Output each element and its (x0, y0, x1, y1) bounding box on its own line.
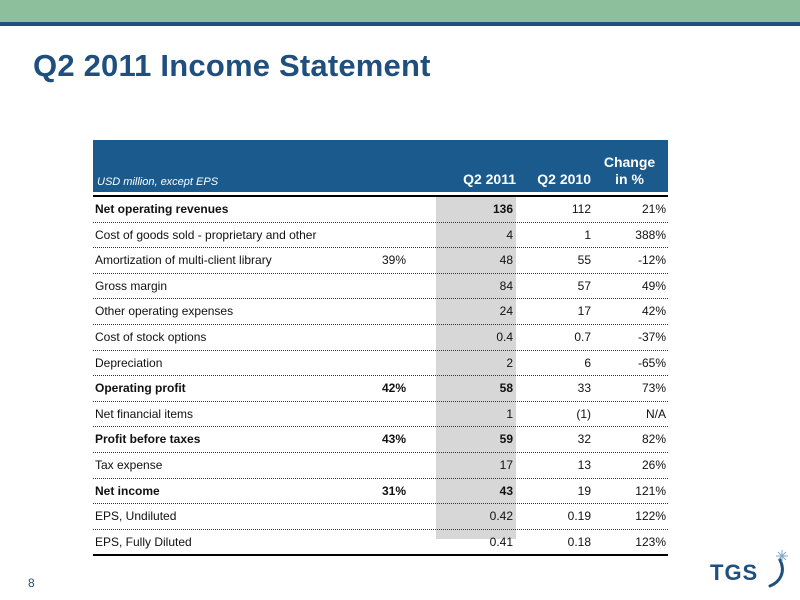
column-header-q2-2010: Q2 2010 (537, 171, 591, 187)
cell-q2-2011: 0.4 (496, 329, 513, 344)
cell-q2-2010: 19 (577, 483, 591, 498)
change-header-line2: in % (615, 171, 644, 187)
cell-q2-2010: 32 (577, 432, 591, 447)
table-row (93, 195, 668, 223)
cell-q2-2011: 17 (499, 457, 513, 472)
change-header-line1: Change (603, 154, 656, 170)
cell-q2-2010: 0.18 (567, 534, 591, 549)
row-label: Amortization of multi-client library (95, 253, 272, 268)
cell-q2-2011: 2 (506, 355, 513, 370)
cell-change: 42% (641, 304, 666, 319)
row-label: EPS, Undiluted (95, 509, 177, 524)
row-label: Profit before taxes (95, 432, 201, 447)
table-row (93, 402, 668, 428)
cell-q2-2010: 33 (577, 381, 591, 396)
cell-q2-2010: 0.19 (567, 509, 591, 524)
cell-change: 82% (641, 432, 666, 447)
cell-q2-2010: 1 (584, 227, 591, 242)
row-margin: 43% (381, 432, 406, 447)
row-label: Gross margin (95, 278, 168, 293)
table-row (93, 453, 668, 479)
cell-q2-2011: 1 (506, 406, 513, 421)
cell-change: 388% (635, 227, 666, 242)
table-row (93, 274, 668, 300)
row-label: Cost of stock options (95, 329, 207, 344)
cell-change: -65% (637, 355, 666, 370)
table-row (93, 376, 668, 402)
row-label: Other operating expenses (95, 304, 234, 319)
cell-change: 26% (641, 457, 666, 472)
cell-q2-2011: 24 (499, 304, 513, 319)
cell-q2-2011: 0.42 (489, 509, 513, 524)
cell-q2-2011: 84 (499, 278, 513, 293)
cell-q2-2010: 6 (584, 355, 591, 370)
row-margin: 42% (381, 381, 406, 396)
table-row (93, 427, 668, 453)
row-label: Tax expense (95, 457, 163, 472)
row-margin: 39% (381, 253, 406, 268)
row-label: Cost of goods sold - proprietary and other (95, 227, 317, 242)
cell-q2-2010: 57 (577, 278, 591, 293)
cell-change: 121% (635, 483, 666, 498)
table-row (93, 479, 668, 505)
page-number: 8 (28, 576, 35, 590)
page-title: Q2 2011 Income Statement (33, 48, 431, 83)
table-body (93, 195, 668, 556)
cell-change: 123% (635, 534, 666, 549)
row-label: Net income (95, 483, 160, 498)
cell-q2-2011: 43 (499, 483, 513, 498)
cell-q2-2011: 48 (499, 253, 513, 268)
cell-q2-2011: 136 (492, 202, 513, 216)
table-header (93, 140, 668, 192)
cell-change: 122% (635, 509, 666, 524)
row-label: Operating profit (95, 381, 186, 396)
cell-change: -37% (637, 329, 666, 344)
column-header-q2-2011: Q2 2011 (463, 171, 516, 187)
cell-q2-2011: 0.41 (489, 534, 513, 549)
table-row (93, 351, 668, 377)
row-label: EPS, Fully Diluted (95, 534, 192, 549)
tgs-logo (700, 548, 792, 592)
cell-q2-2010: 17 (577, 304, 591, 319)
table-row (93, 504, 668, 530)
cell-q2-2010: 55 (577, 253, 591, 268)
unit-label: USD million, except EPS (97, 176, 219, 188)
table-row (93, 530, 668, 557)
cell-q2-2010: (1) (576, 406, 591, 421)
cell-change: N/A (645, 406, 666, 421)
cell-q2-2011: 58 (499, 381, 513, 396)
table-row (93, 325, 668, 351)
table-row (93, 299, 668, 325)
cell-change: 21% (641, 202, 666, 216)
top-rule (0, 22, 800, 26)
cell-q2-2011: 4 (506, 227, 513, 242)
logo-text: TGS (710, 560, 759, 585)
cell-q2-2010: 0.7 (574, 329, 591, 344)
row-label: Depreciation (95, 355, 163, 370)
row-label: Net financial items (95, 406, 194, 421)
cell-change: 49% (641, 278, 666, 293)
income-statement-table (93, 140, 668, 556)
table-row (93, 223, 668, 249)
column-header-change (591, 154, 668, 188)
cell-q2-2010: 13 (577, 457, 591, 472)
row-margin: 31% (381, 483, 406, 498)
top-color-band (0, 0, 800, 22)
row-label: Net operating revenues (95, 202, 229, 216)
cell-q2-2010: 112 (571, 202, 591, 216)
cell-q2-2011: 59 (499, 432, 513, 447)
cell-change: 73% (641, 381, 666, 396)
cell-change: -12% (637, 253, 666, 268)
table-row (93, 248, 668, 274)
